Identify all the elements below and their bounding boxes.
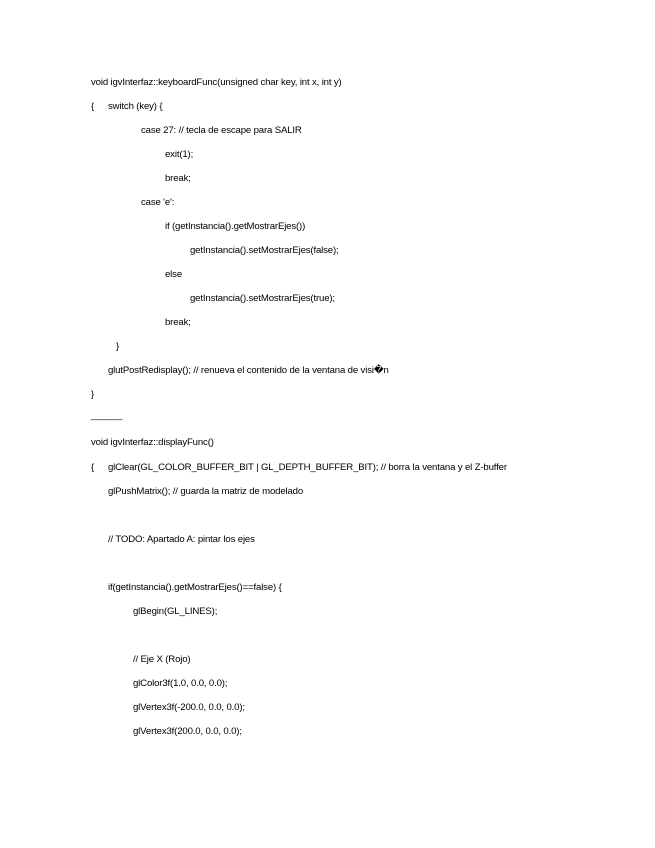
- code-line: if(getInstancia().getMostrarEjes()==false) {: [108, 582, 282, 593]
- code-line: glPushMatrix(); // guarda la matriz de modelado: [108, 486, 304, 497]
- code-line: void igvInterfaz::keyboardFunc(unsigned char key, int x, int y): [91, 77, 342, 88]
- code-line: getInstancia().setMostrarEjes(false);: [190, 245, 339, 256]
- code-line: switch (key) {: [108, 101, 163, 112]
- code-line: glClear(GL_COLOR_BUFFER_BIT | GL_DEPTH_BUFFER_BIT); // borra la ventana y el Z-buffer: [108, 462, 507, 473]
- code-line: glBegin(GL_LINES);: [133, 606, 218, 617]
- code-line: case 'e':: [141, 197, 175, 208]
- code-line: getInstancia().setMostrarEjes(true);: [190, 293, 335, 304]
- code-line: glVertex3f(200.0, 0.0, 0.0);: [133, 726, 242, 737]
- code-line: {: [91, 101, 95, 112]
- code-line: glColor3f(1.0, 0.0, 0.0);: [133, 678, 228, 689]
- code-line: if (getInstancia().getMostrarEjes()): [165, 221, 306, 232]
- code-line: // TODO: Apartado A: pintar los ejes: [108, 534, 255, 545]
- code-line: exit(1);: [165, 149, 194, 160]
- code-line: {: [91, 462, 95, 473]
- code-line: // Eje X (Rojo): [133, 654, 191, 665]
- code-line: else: [165, 269, 182, 280]
- code-line: void igvInterfaz::displayFunc(): [91, 437, 214, 448]
- separator-line: ______: [91, 410, 123, 421]
- code-line: }: [116, 341, 120, 352]
- code-line: break;: [165, 317, 191, 328]
- code-line: glutPostRedisplay(); // renueva el contenido de la ventana de visi�n: [108, 365, 389, 376]
- code-line: break;: [165, 173, 191, 184]
- code-line: glVertex3f(-200.0, 0.0, 0.0);: [133, 702, 245, 713]
- code-line: }: [91, 389, 95, 400]
- code-line: case 27: // tecla de escape para SALIR: [141, 125, 302, 136]
